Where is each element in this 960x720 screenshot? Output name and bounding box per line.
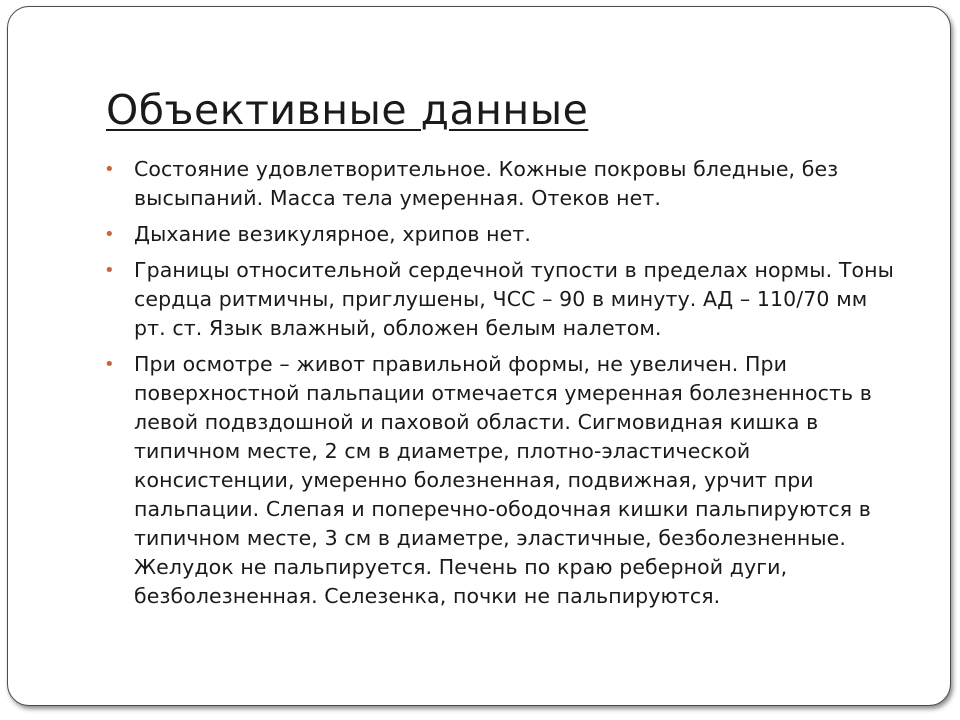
bullet-list <box>104 155 904 618</box>
bullet-text: При осмотре – живот правильной формы, не увеличен. При поверхностной пальпации отмечается умеренная болезненность в левой подвздошной и паховой области. Сигмовидная кишка в типичном месте, 2 см в диаметре, плотно-эластической консистенции, умеренно болезненная, подвижная, урчит при пальпации. Слепая и поперечно-ободочная кишки пальпируются в типичном месте, 3 см в диаметре, эластичные, безболезненные. Желудок не пальпируется. Печень по краю реберной дуги, безболезненная. Селезенка, почки не пальпируются. <box>134 352 872 608</box>
bullet-icon: • <box>104 159 115 180</box>
bullet-text: Дыхание везикулярное, хрипов нет. <box>134 222 532 246</box>
bullet-icon: • <box>104 260 115 281</box>
bullet-text: Состояние удовлетворительное. Кожные покровы бледные, без высыпаний. Масса тела умеренная. Отеков нет. <box>134 157 839 210</box>
list-item <box>104 350 904 611</box>
slide-title: Объективные данные <box>106 86 589 134</box>
list-item <box>104 220 904 249</box>
list-item <box>104 155 904 213</box>
list-item <box>104 256 904 343</box>
bullet-icon: • <box>104 224 115 245</box>
bullet-icon: • <box>104 354 115 375</box>
bullet-text: Границы относительной сердечной тупости в пределах нормы. Тоны сердца ритмичны, приглушены, ЧСС – 90 в минуту. АД – 110/70 мм рт. ст. Язык влажный, обложен белым налетом. <box>134 258 894 340</box>
